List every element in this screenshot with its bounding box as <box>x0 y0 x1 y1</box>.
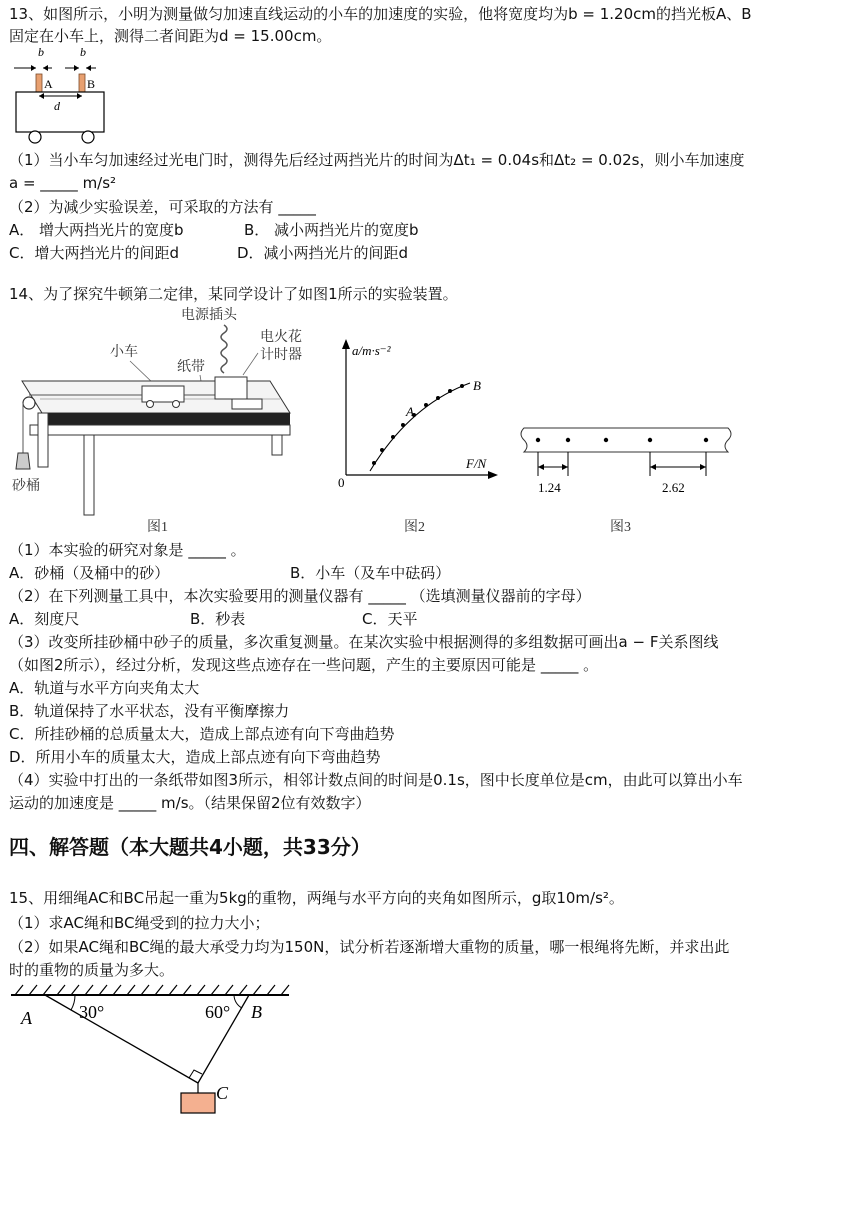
tape-length-2: 2.62 <box>662 480 685 495</box>
q14-part1: （1）本实验的研究对象是 _____ 。 <box>9 541 246 559</box>
rope-AC <box>45 995 198 1083</box>
q14-part3-option-D[interactable]: D．所用小车的质量太大，造成上部点迹有向下弯曲趋势 <box>9 748 381 766</box>
shutter-B <box>79 74 85 92</box>
tape-length-1: 1.24 <box>538 480 561 495</box>
q14-part3-option-A[interactable]: A．轨道与水平方向夹角太大 <box>9 679 200 697</box>
q13-option-A[interactable]: A． 增大两挡光片的宽度b <box>9 221 184 239</box>
timer-label-1: 电火花 <box>260 330 302 345</box>
graph-origin: 0 <box>338 475 345 490</box>
point-A: A <box>21 1008 32 1028</box>
fig1-caption: 图1 <box>147 520 168 535</box>
q13-part1-line1: （1）当小车匀加速经过光电门时，测得先后经过两挡光片的时间为Δt₁ = 0.04s和Δt₂ = 0.02s，则小车加速度 <box>9 151 745 169</box>
fig-b1-label: b <box>38 45 44 59</box>
sand-bucket <box>16 453 30 469</box>
q15-part2-line2: 时的重物的质量为多大。 <box>9 961 175 979</box>
q14-intro: 14、为了探究牛顿第二定律，某同学设计了如图1所示的实验装置。 <box>9 285 458 303</box>
q13-option-D[interactable]: D．减小两挡光片的间距d <box>237 244 409 262</box>
shutter-A <box>36 74 42 92</box>
pulley <box>23 397 35 409</box>
point-A-label: A <box>406 404 414 419</box>
q14-part3-option-C[interactable]: C．所挂砂桶的总质量太大，造成上部点迹有向下弯曲趋势 <box>9 725 395 743</box>
angle-A: 30° <box>79 1002 105 1022</box>
bucket-label: 砂桶 <box>12 479 40 494</box>
q14-part3-line2: （如图2所示），经过分析，发现这些点迹存在一些问题，产生的主要原因可能是 _____ 。 <box>9 656 599 674</box>
q15-rope-figure <box>9 983 294 1118</box>
graph-xlabel: F/N <box>466 456 487 471</box>
q14-part3-option-B[interactable]: B．轨道保持了水平状态，没有平衡摩擦力 <box>9 702 290 720</box>
q15-part1: （1）求AC绳和BC绳受到的拉力大小； <box>9 914 270 932</box>
q14-paper-tape-figure <box>520 420 740 540</box>
q14-part1-option-B[interactable]: B．小车（及车中砝码） <box>290 564 451 582</box>
q14-part4-line2: 运动的加速度是 _____ m/s。（结果保留2位有效数字） <box>9 794 371 812</box>
point-B-label: B <box>473 378 481 393</box>
q14-part3-line1: （3）改变所挂砂桶中砂子的质量，多次重复测量。在某次实验中根据测得的多组数据可画出a − F关系图线 <box>9 633 719 651</box>
fig-B-label: B <box>87 77 96 91</box>
q13-stem-line2: 固定在小车上，测得二者间距为d = 15.00cm。 <box>9 27 332 45</box>
fig3-caption: 图3 <box>610 520 631 535</box>
fig-b2-label: b <box>80 45 86 59</box>
q13-stem-line1: 13、如图所示，小明为测量做匀加速直线运动的小车的加速度的实验，他将宽度均为b = 1.20cm的挡光板A、B <box>9 5 752 23</box>
q14-part2-option-C[interactable]: C．天平 <box>362 610 418 628</box>
graph-ylabel: a/m·s⁻² <box>352 343 391 358</box>
q14-part2-option-A[interactable]: A．刻度尺 <box>9 610 80 628</box>
a-F-curve <box>370 383 470 471</box>
car-label: 小车 <box>110 345 138 360</box>
fig-A-label: A <box>44 77 53 91</box>
plug-label: 电源插头 <box>181 308 237 323</box>
tape-label: 纸带 <box>177 360 205 375</box>
q15-part2-line1: （2）如果AC绳和BC绳的最大承受力均为150N，试分析若逐渐增大重物的质量，哪一根绳将先断，并求出此 <box>9 938 730 956</box>
fig2-caption: 图2 <box>404 520 425 535</box>
q14-part2-option-B[interactable]: B．秒表 <box>190 610 246 628</box>
q13-part1-line2: a = _____ m/s² <box>9 174 117 192</box>
cart-body <box>16 92 104 132</box>
q14-part4-line1: （4）实验中打出的一条纸带如图3所示，相邻计数点间的时间是0.1s，图中长度单位是cm，由此可以算出小车 <box>9 771 743 789</box>
q13-option-C[interactable]: C．增大两挡光片的间距d <box>9 244 179 262</box>
q14-part1-option-A[interactable]: A．砂桶（及桶中的砂） <box>9 564 170 582</box>
q13-option-B[interactable]: B． 减小两挡光片的宽度b <box>244 221 419 239</box>
car-body <box>142 386 184 402</box>
point-C: C <box>216 1083 229 1103</box>
timer-box <box>215 377 247 399</box>
q15-stem: 15、用细绳AC和BC吊起一重为5kg的重物，两绳与水平方向的夹角如图所示，g取10m/s²。 <box>9 889 624 907</box>
timer-label-2: 计时器 <box>260 348 302 363</box>
q13-part2: （2）为减少实验误差，可采取的方法有 _____ <box>9 198 316 216</box>
q14-apparatus-figure <box>10 303 320 538</box>
q14-a-F-graph <box>330 335 505 540</box>
section-4-heading: 四、解答题（本大题共4小题，共33分） <box>9 835 371 859</box>
fig-d-label: d <box>54 99 60 113</box>
q13-cart-figure <box>10 44 120 144</box>
angle-B: 60° <box>205 1002 231 1022</box>
q14-part2: （2）在下列测量工具中，本次实验要用的测量仪器有 _____ （选填测量仪器前的字母） <box>9 587 591 605</box>
point-B: B <box>251 1002 262 1022</box>
weight-block <box>181 1093 215 1113</box>
